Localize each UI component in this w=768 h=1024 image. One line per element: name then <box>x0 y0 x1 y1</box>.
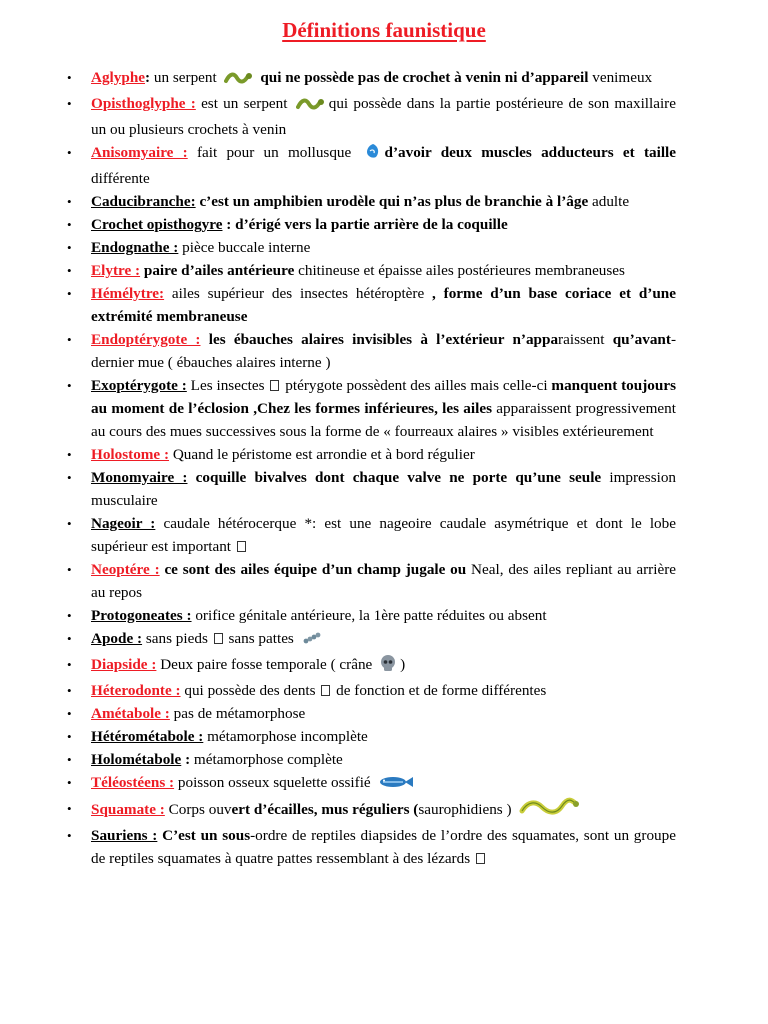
fish-icon <box>377 774 415 797</box>
definition-text: apparaissent progressivement au cours des mues successives sous la forme de « fourreaux alaires » visibles extérieurement <box>91 400 676 440</box>
definition-text: un serpent <box>150 69 221 86</box>
definition-text: qu’avant <box>604 331 671 348</box>
bullet: • <box>67 657 72 672</box>
definition-text: différente <box>91 170 150 187</box>
snake-icon <box>224 69 254 92</box>
definition-item <box>67 66 676 92</box>
definition-term: Monomyaire : <box>91 469 188 486</box>
definition-item <box>67 512 676 558</box>
term-separator: : <box>145 69 151 86</box>
definition-item <box>67 259 676 282</box>
bullet: • <box>67 516 72 531</box>
definition-text: pas de métamorphose <box>169 705 306 722</box>
definition-item <box>67 679 676 702</box>
definition-term: Hémélytre: <box>91 285 165 302</box>
definition-item <box>67 748 676 771</box>
definition-text: raissent <box>558 331 605 348</box>
missing-glyph-icon <box>237 541 246 552</box>
definition-text: saurophidiens ) <box>418 801 516 818</box>
definition-text: caudale hétérocerque *: est une nageoire caudale asymétrique et dont le lobe supérieur est important <box>91 515 676 555</box>
definition-text: sans pattes <box>224 630 298 647</box>
definition-term: Apode : <box>91 630 143 647</box>
definition-item <box>67 771 676 797</box>
definition-term: Endoptérygote : <box>91 331 201 348</box>
definition-text: Corps ouv <box>164 801 232 818</box>
definition-text: manquent toujours au moment de l’éclosion ,Chez les formes inférieures, les ailes <box>91 377 676 417</box>
definition-text: métamorphose incomplète <box>203 728 368 745</box>
definition-term: Neoptére : <box>91 561 160 578</box>
bullet: • <box>67 447 72 462</box>
definition-text: ce sont des ailes équipe d’un champ jugale ou <box>159 561 467 578</box>
definition-text: sans pieds <box>142 630 212 647</box>
definition-text: venimeux <box>588 69 653 86</box>
missing-glyph-icon <box>270 380 279 391</box>
definition-text: ailes supérieur des insectes hétéroptère <box>164 285 425 302</box>
definition-text: de fonction et de forme différentes <box>332 682 547 699</box>
definition-text: C’est un sous <box>157 827 251 844</box>
definition-text: , forme d’un base coriace et d’une extrémité membraneuse <box>91 285 676 325</box>
bullet: • <box>67 145 72 160</box>
definition-term: Protogoneates : <box>91 607 192 624</box>
definition-text: d’avoir deux muscles adducteurs et taille <box>384 144 676 161</box>
definition-term: Crochet opisthogyre <box>91 216 223 233</box>
definition-text: Neal, des ailes repliant au arrière au repos <box>91 561 676 601</box>
definition-item <box>67 824 676 870</box>
definition-item <box>67 604 676 627</box>
term-separator: : <box>181 751 191 768</box>
definition-term: Exoptérygote : <box>91 377 187 394</box>
definition-term: Opisthoglyphe : <box>91 95 196 112</box>
definition-text: -ordre de reptiles diapsides de l’ordre des squamates, sont un groupe de reptiles squamates à quatre pattes ressemblant à des lézards <box>91 827 676 867</box>
definition-text: -dernier mue ( ébauches alaires interne ) <box>91 331 676 371</box>
missing-glyph-icon <box>476 853 485 864</box>
definition-item <box>67 653 676 679</box>
definition-text: les ébauches alaires invisibles à l’extérieur n’appa <box>200 331 559 348</box>
bullet: • <box>67 240 72 255</box>
definition-term: Hétérométabole : <box>91 728 204 745</box>
bullet: • <box>67 332 72 347</box>
definition-item <box>67 725 676 748</box>
definition-term: Holostome : <box>91 446 170 463</box>
bullet: • <box>67 286 72 301</box>
definition-term: Aglyphe <box>91 69 146 86</box>
definition-text: qui possède dans la partie postérieure de son maxillaire un ou plusieurs crochets à venin <box>91 95 676 138</box>
larva-icon <box>301 630 323 653</box>
definition-text: chitineuse et épaisse ailes postérieures membraneuses <box>294 262 625 279</box>
definition-term: Elytre : <box>91 262 141 279</box>
definition-text: ert d’écailles, mus réguliers ( <box>231 801 419 818</box>
skull-icon <box>379 654 397 679</box>
snake-icon <box>296 95 326 118</box>
bullet: • <box>67 683 72 698</box>
definition-text: adulte <box>588 193 630 210</box>
bullet: • <box>67 752 72 767</box>
page-title: Définitions faunistique <box>282 18 486 42</box>
bullet: • <box>67 608 72 623</box>
definition-text: Deux paire fosse temporale ( crâne <box>156 656 377 673</box>
definition-term: Caducibranche: <box>91 193 196 210</box>
bullet: • <box>67 801 72 816</box>
definition-text: qui ne possède pas de crochet à venin ni d’appareil <box>256 69 589 86</box>
shell-icon <box>364 142 382 167</box>
bullet: • <box>67 729 72 744</box>
definition-term: Anisomyaire : <box>91 144 188 161</box>
definition-item <box>67 282 676 328</box>
definition-text: métamorphose complète <box>190 751 343 768</box>
definition-term: Sauriens : <box>91 827 158 844</box>
definition-text: pièce buccale interne <box>178 239 311 256</box>
definition-item <box>67 141 676 190</box>
definition-text: ) <box>400 656 406 673</box>
definition-text: paire d’ailes antérieure <box>140 262 295 279</box>
definition-text: poisson osseux squelette ossifié <box>174 774 375 791</box>
term-separator: : <box>222 216 232 233</box>
definition-item <box>67 558 676 604</box>
definition-term: Squamate : <box>91 801 165 818</box>
definition-text: orifice génitale antérieure, la 1ère patte réduites ou absent <box>191 607 547 624</box>
definition-item <box>67 190 676 213</box>
bullet: • <box>67 194 72 209</box>
definition-item <box>67 702 676 725</box>
definition-term: Diapside : <box>91 656 157 673</box>
definition-item <box>67 213 676 236</box>
definition-item <box>67 627 676 653</box>
missing-glyph-icon <box>321 685 330 696</box>
definition-item <box>67 92 676 141</box>
definitions-list <box>67 66 677 870</box>
definition-term: Holométabole <box>91 751 182 768</box>
definition-text: c’est un amphibien urodèle qui n’as plus de branchie à l’âge <box>195 193 589 210</box>
bullet: • <box>67 217 72 232</box>
definition-item <box>67 443 676 466</box>
definition-text: Quand le péristome est arrondie et à bord régulier <box>169 446 475 463</box>
definition-text: Les insectes <box>186 377 269 394</box>
definition-term: Amétabole : <box>91 705 170 722</box>
definition-item <box>67 236 676 259</box>
bullet: • <box>67 775 72 790</box>
snake-large-icon <box>518 797 580 824</box>
definition-text: est un serpent <box>195 95 293 112</box>
bullet: • <box>67 378 72 393</box>
definition-text: fait pour un mollusque <box>187 144 361 161</box>
definition-term: Endognathe : <box>91 239 179 256</box>
bullet: • <box>67 263 72 278</box>
bullet: • <box>67 470 72 485</box>
bullet: • <box>67 70 72 85</box>
bullet: • <box>67 706 72 721</box>
definition-item <box>67 466 677 512</box>
definition-item <box>67 328 676 374</box>
definition-text: qui possède des dents <box>180 682 320 699</box>
definition-text: ptérygote possèdent des ailles mais celle-ci <box>281 377 548 394</box>
definition-text: coquille bivalves dont chaque valve ne porte qu’une seule <box>187 469 602 486</box>
bullet: • <box>67 562 72 577</box>
definition-term: Téléostéens : <box>91 774 175 791</box>
bullet: • <box>67 828 72 843</box>
bullet: • <box>67 631 72 646</box>
definition-term: Héterodonte : <box>91 682 181 699</box>
definition-text: impression musculaire <box>91 469 677 509</box>
definition-item <box>67 374 676 443</box>
missing-glyph-icon <box>214 633 223 644</box>
definition-text: d’érigé vers la partie arrière de la coquille <box>231 216 508 233</box>
definition-term: Nageoir : <box>91 515 156 532</box>
definition-item <box>67 797 676 824</box>
bullet: • <box>67 96 72 111</box>
